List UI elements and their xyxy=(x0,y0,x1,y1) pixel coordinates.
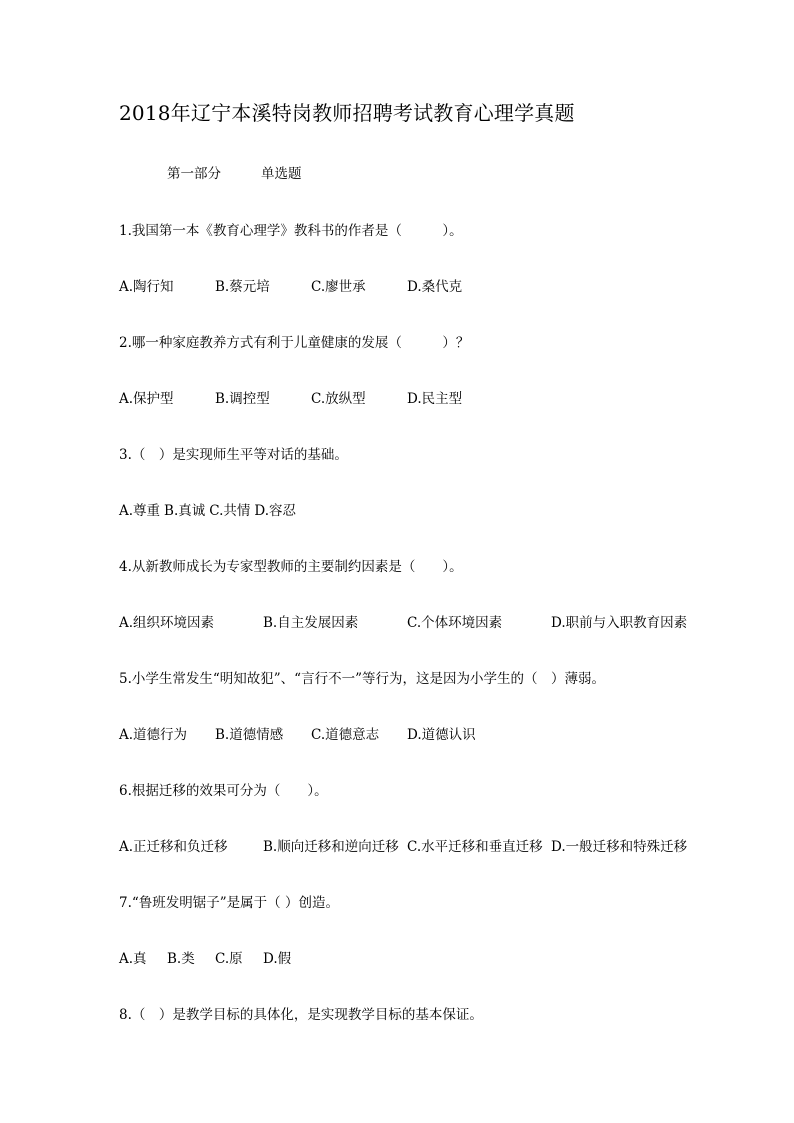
option-b: B.顺向迁移和逆向迁移 xyxy=(263,839,399,855)
question-7-text: 7.“鲁班发明锯子”是属于（ ）创造。 xyxy=(119,895,339,911)
option-a: A.真 xyxy=(119,951,147,967)
option-c: C.道德意志 xyxy=(311,727,380,743)
question-6-text: 6.根据迁移的效果可分为（ ）。 xyxy=(119,783,328,799)
option-a: A.道德行为 xyxy=(119,727,188,743)
question-2-options xyxy=(119,387,462,407)
question-2-text: 2.哪一种家庭教养方式有利于儿童健康的发展（ ）？ xyxy=(119,335,470,351)
option-b: B.自主发展因素 xyxy=(263,615,359,631)
option-a: A.陶行知 xyxy=(119,279,174,295)
option-d: D.民主型 xyxy=(407,391,463,407)
option-b: B.类 xyxy=(167,951,195,967)
option-d: D.桑代克 xyxy=(407,279,463,295)
option-c: C.廖世承 xyxy=(311,279,366,295)
option-c: C.水平迁移和垂直迁移 xyxy=(407,839,543,855)
option-c: C.个体环境因素 xyxy=(407,615,503,631)
option-d: D.容忍 xyxy=(254,503,297,519)
document-title: 2018年辽宁本溪特岗教师招聘考试教育心理学真题 xyxy=(119,101,575,125)
section-heading xyxy=(167,162,302,182)
question-3-text: 3.（ ）是实现师生平等对话的基础。 xyxy=(119,447,348,463)
option-d: D.职前与入职教育因素 xyxy=(551,615,688,631)
section-type: 单选题 xyxy=(261,166,302,182)
question-5-text: 5.小学生常发生“明知故犯”、“言行不一”等行为，这是因为小学生的（ ）薄弱。 xyxy=(119,671,605,687)
question-4-options xyxy=(119,611,687,631)
option-c: C.放纵型 xyxy=(311,391,366,407)
option-a: A.尊重 xyxy=(119,503,161,519)
option-c: C.原 xyxy=(215,951,243,967)
question-8-text: 8.（ ）是教学目标的具体化，是实现教学目标的基本保证。 xyxy=(119,1007,483,1023)
option-d: D.道德认识 xyxy=(407,727,476,743)
option-a: A.保护型 xyxy=(119,391,174,407)
question-1-text: 1.我国第一本《教育心理学》教科书的作者是（ ）。 xyxy=(119,223,463,239)
option-a: A.正迁移和负迁移 xyxy=(119,839,228,855)
option-c: C.共情 xyxy=(209,503,251,519)
question-1-options xyxy=(119,275,462,295)
option-d: D.一般迁移和特殊迁移 xyxy=(551,839,688,855)
option-a: A.组织环境因素 xyxy=(119,615,215,631)
option-d: D.假 xyxy=(263,951,292,967)
question-7-options xyxy=(119,947,291,967)
option-b: B.道德情感 xyxy=(215,727,284,743)
question-5-options xyxy=(119,723,476,743)
section-part: 第一部分 xyxy=(167,166,221,182)
question-4-text: 4.从新教师成长为专家型教师的主要制约因素是（ ）。 xyxy=(119,559,463,575)
question-3-options xyxy=(119,499,296,519)
option-b: B.真诚 xyxy=(164,503,206,519)
question-6-options xyxy=(119,835,687,855)
option-b: B.蔡元培 xyxy=(215,279,270,295)
option-b: B.调控型 xyxy=(215,391,270,407)
